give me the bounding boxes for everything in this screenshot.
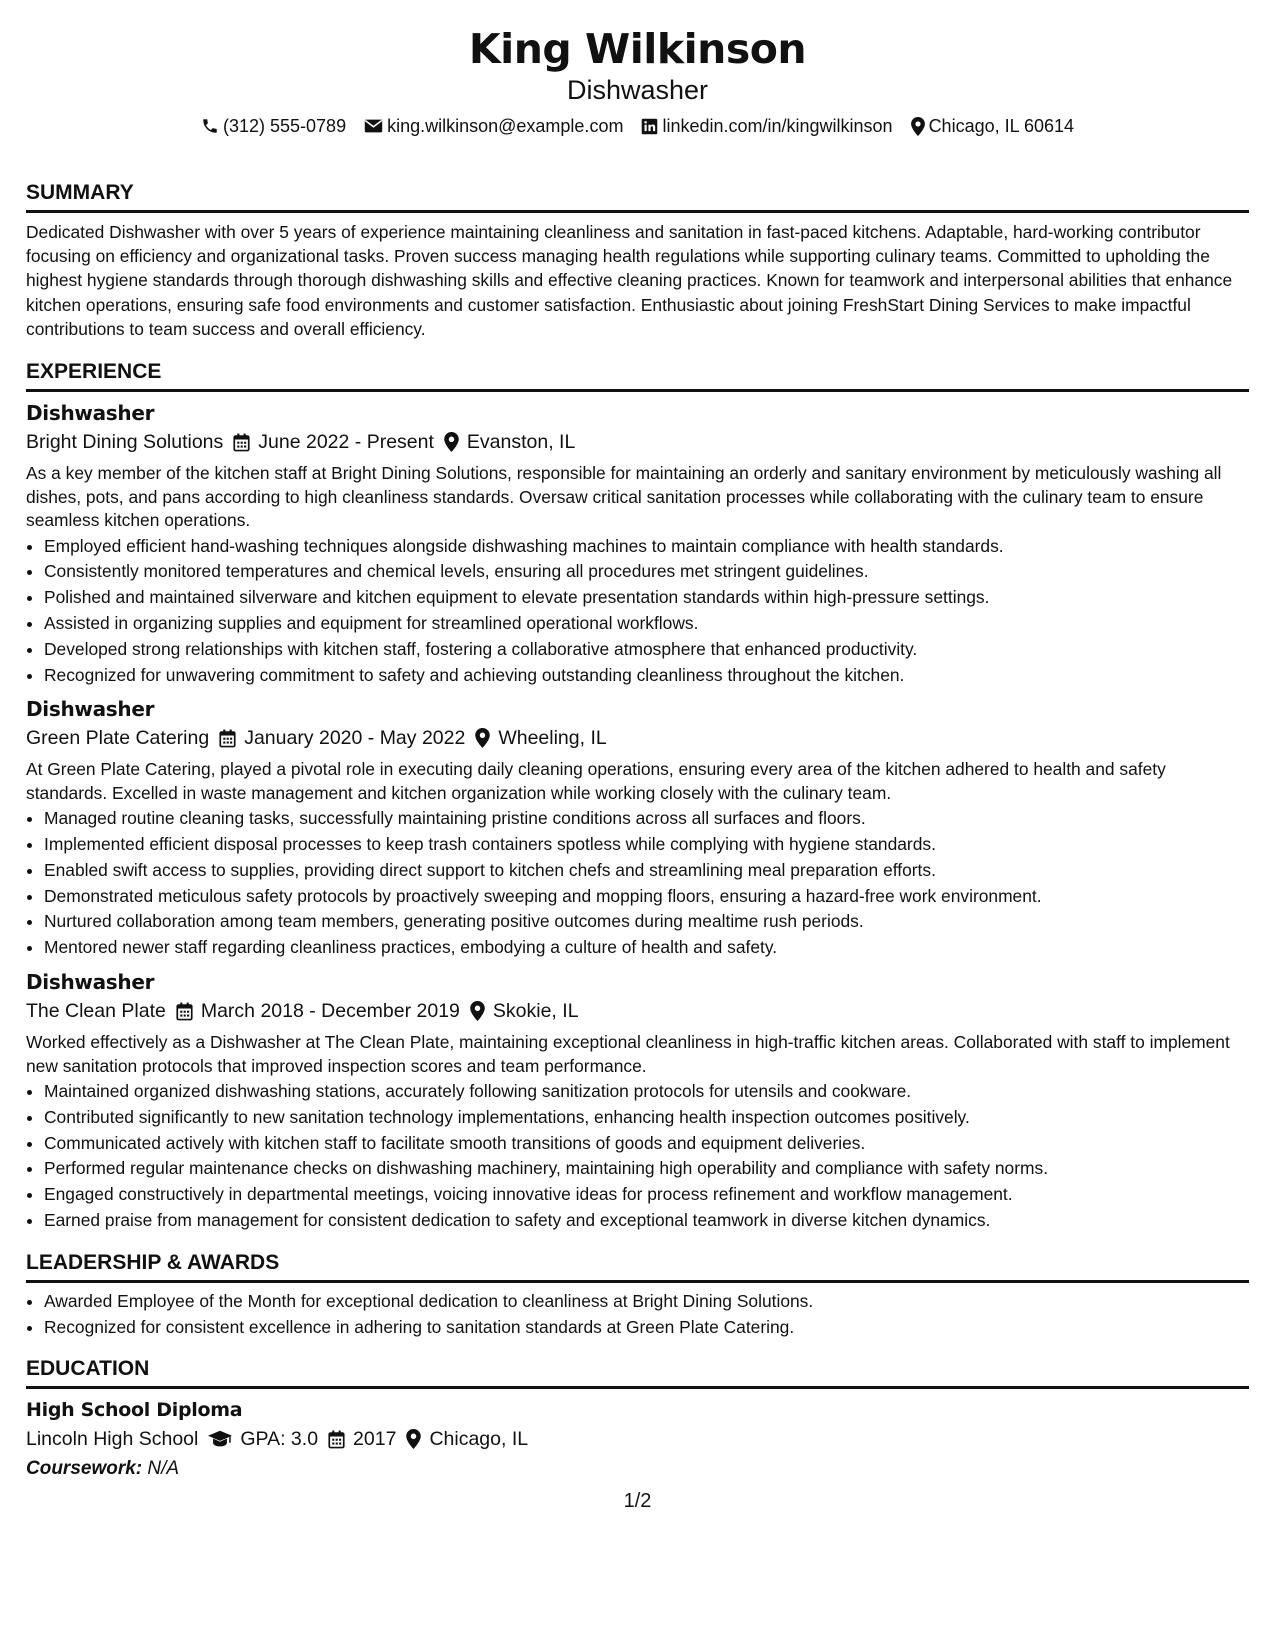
list-item: • Developed strong relationships with kitchen staff, fostering a collaborative atmosphere that enhanced productivity. xyxy=(44,637,1249,663)
job-dates xyxy=(233,428,434,456)
job-description: At Green Plate Catering, played a pivotal role in executing daily cleaning operations, ensuring every area of the kitchen adhered to health and safety standards. Excelled in waste management and kitchen organization while working closely with the culinary team. xyxy=(26,759,1166,803)
map-pin-icon xyxy=(406,1429,421,1449)
list-item: • Contributed significantly to new sanitation technology implementations, enhancing health inspection outcomes positively. xyxy=(44,1105,1249,1131)
job-title: Dishwasher xyxy=(26,970,155,995)
job-dates-text: March 2018 - December 2019 xyxy=(200,1000,460,1023)
summary-text: Dedicated Dishwasher with over 5 years of experience maintaining cleanliness and sanitation in fast-paced kitchens. Adaptable, hard-working contributor focusing on efficiency and organizational tasks. Proven success managing health regulations while supporting culinary teams. Committed to upholding the highest hygiene standards through thorough dishwashing skills and effective cleaning practices. Known for teamwork and interpersonal abilities that enhance kitchen operations, ensuring safe food environments and customer satisfaction. Enthusiastic about joining FreshStart Dining Services to make impactful contributions to team success and overall efficiency. xyxy=(26,222,1233,339)
contact-phone-text: (312) 555-0789 xyxy=(222,116,347,136)
list-item: • Communicated actively with kitchen staff to facilitate smooth transitions of goods and equipment deliveries. xyxy=(44,1131,1249,1157)
education-meta xyxy=(26,1425,1249,1453)
map-pin-icon xyxy=(470,1001,485,1021)
calendar-icon xyxy=(328,1430,345,1449)
job-dates-text: January 2020 - May 2022 xyxy=(244,727,466,750)
contact-info xyxy=(26,114,1249,138)
candidate-name: King Wilkinson xyxy=(468,25,807,73)
job-entry xyxy=(26,969,1249,1234)
degree-title: High School Diploma xyxy=(26,1399,243,1422)
education-section xyxy=(26,1342,1249,1483)
map-pin-icon xyxy=(475,728,490,748)
job-title: Dishwasher xyxy=(26,401,155,426)
job-bullets xyxy=(26,806,1249,961)
coursework-label: Coursework: xyxy=(26,1458,143,1480)
contact-location xyxy=(911,114,1074,138)
list-item: • Performed regular maintenance checks on dishwashing machinery, maintaining high operability and compliance with safety norms. xyxy=(44,1156,1249,1182)
education-heading: EDUCATION xyxy=(26,1342,1249,1389)
experience-section xyxy=(26,345,1249,1234)
contact-location-text: Chicago, IL 60614 xyxy=(928,116,1075,136)
job-company: Green Plate Catering xyxy=(26,727,210,750)
job-entry xyxy=(26,696,1249,961)
job-location xyxy=(470,997,579,1025)
gpa-text: GPA: 3.0 xyxy=(240,1428,319,1451)
job-bullets xyxy=(26,534,1249,689)
job-meta xyxy=(26,724,1249,752)
job-location xyxy=(475,724,606,752)
job-company: The Clean Plate xyxy=(26,1000,166,1023)
awards-heading: LEADERSHIP & AWARDS xyxy=(26,1236,1249,1283)
job-location-text: Skokie, IL xyxy=(492,1000,579,1023)
calendar-icon xyxy=(176,1002,193,1021)
linkedin-icon xyxy=(641,118,658,135)
job-entry xyxy=(26,400,1249,688)
gpa xyxy=(208,1425,318,1453)
school-name: Lincoln High School xyxy=(26,1428,199,1451)
contact-email[interactable] xyxy=(364,114,623,138)
list-item: • Polished and maintained silverware and kitchen equipment to elevate presentation standards within high-pressure settings. xyxy=(44,585,1249,611)
experience-heading: EXPERIENCE xyxy=(26,345,1249,392)
education-year-text: 2017 xyxy=(353,1428,397,1451)
contact-email-text: king.wilkinson@example.com xyxy=(387,116,624,136)
job-dates xyxy=(219,724,465,752)
phone-icon xyxy=(201,117,219,135)
job-dates-text: June 2022 - Present xyxy=(258,431,434,454)
job-description: Worked effectively as a Dishwasher at The Clean Plate, maintaining exceptional cleanliness in high-traffic kitchen areas. Collaborated with staff to implement new sanitation protocols that improved inspection scores and team performance. xyxy=(26,1032,1230,1076)
contact-linkedin[interactable] xyxy=(641,114,892,138)
envelope-icon xyxy=(364,118,383,134)
list-item: • Demonstrated meticulous safety protocols by proactively sweeping and mopping floors, ensuring a hazard-free work environment. xyxy=(44,884,1249,910)
resume-page xyxy=(26,0,1249,1483)
list-item: • Recognized for consistent excellence in adhering to sanitation standards at Green Plate Catering. xyxy=(44,1315,1249,1341)
summary-heading: SUMMARY xyxy=(26,166,1249,213)
job-bullets xyxy=(26,1079,1249,1234)
map-pin-icon xyxy=(911,117,925,136)
education-location-text: Chicago, IL xyxy=(429,1428,529,1451)
summary-section xyxy=(26,166,1249,341)
job-description: As a key member of the kitchen staff at Bright Dining Solutions, responsible for maintaining an orderly and sanitary environment by meticulously washing all dishes, pots, and pans according to high cleanliness standards. Oversaw critical sanitation processes while collaborating with the culinary team to ensure seamless kitchen operations. xyxy=(26,463,1222,531)
calendar-icon xyxy=(233,433,250,452)
list-item: • Employed efficient hand-washing techniques alongside dishwashing machines to maintain compliance with health standards. xyxy=(44,534,1249,560)
job-location-text: Wheeling, IL xyxy=(498,727,607,750)
list-item: • Mentored newer staff regarding cleanliness practices, embodying a culture of health and safety. xyxy=(44,935,1249,961)
coursework-value: N/A xyxy=(147,1458,180,1480)
list-item: • Engaged constructively in departmental meetings, voicing innovative ideas for process refinement and workflow management. xyxy=(44,1182,1249,1208)
education-location xyxy=(406,1425,528,1453)
awards-bullets xyxy=(26,1289,1249,1341)
job-title: Dishwasher xyxy=(26,697,155,722)
job-location-text: Evanston, IL xyxy=(466,431,576,454)
list-item: • Earned praise from management for consistent dedication to safety and exceptional teamwork in diverse kitchen dynamics. xyxy=(44,1208,1249,1234)
list-item: • Implemented efficient disposal processes to keep trash containers spotless while complying with hygiene standards. xyxy=(44,832,1249,858)
candidate-role: Dishwasher xyxy=(566,75,709,105)
coursework xyxy=(26,1455,1249,1483)
job-company: Bright Dining Solutions xyxy=(26,431,224,454)
list-item: • Enabled swift access to supplies, providing direct support to kitchen chefs and streamlining meal preparation efforts. xyxy=(44,858,1249,884)
calendar-icon xyxy=(219,729,236,748)
list-item: • Recognized for unwavering commitment to safety and achieving outstanding cleanliness throughout the kitchen. xyxy=(44,663,1249,689)
list-item: • Maintained organized dishwashing stations, accurately following sanitization protocols for utensils and cookware. xyxy=(44,1079,1249,1105)
graduation-cap-icon xyxy=(208,1430,232,1448)
map-pin-icon xyxy=(444,432,459,452)
contact-linkedin-text: linkedin.com/in/kingwilkinson xyxy=(662,116,893,136)
job-meta xyxy=(26,428,1249,456)
job-meta xyxy=(26,997,1249,1025)
list-item: • Awarded Employee of the Month for exceptional dedication to cleanliness at Bright Dining Solutions. xyxy=(44,1289,1249,1315)
list-item: • Managed routine cleaning tasks, successfully maintaining pristine conditions across all surfaces and floors. xyxy=(44,806,1249,832)
job-location xyxy=(444,428,575,456)
resume-header xyxy=(26,0,1249,138)
list-item: • Consistently monitored temperatures and chemical levels, ensuring all procedures met stringent guidelines. xyxy=(44,559,1249,585)
education-year xyxy=(328,1425,396,1453)
job-dates xyxy=(176,997,460,1025)
awards-section xyxy=(26,1236,1249,1341)
list-item: • Assisted in organizing supplies and equipment for streamlined operational workflows. xyxy=(44,611,1249,637)
list-item: • Nurtured collaboration among team members, generating positive outcomes during mealtime rush periods. xyxy=(44,909,1249,935)
contact-phone xyxy=(201,114,346,138)
page-number: 1/2 xyxy=(623,1490,652,1512)
